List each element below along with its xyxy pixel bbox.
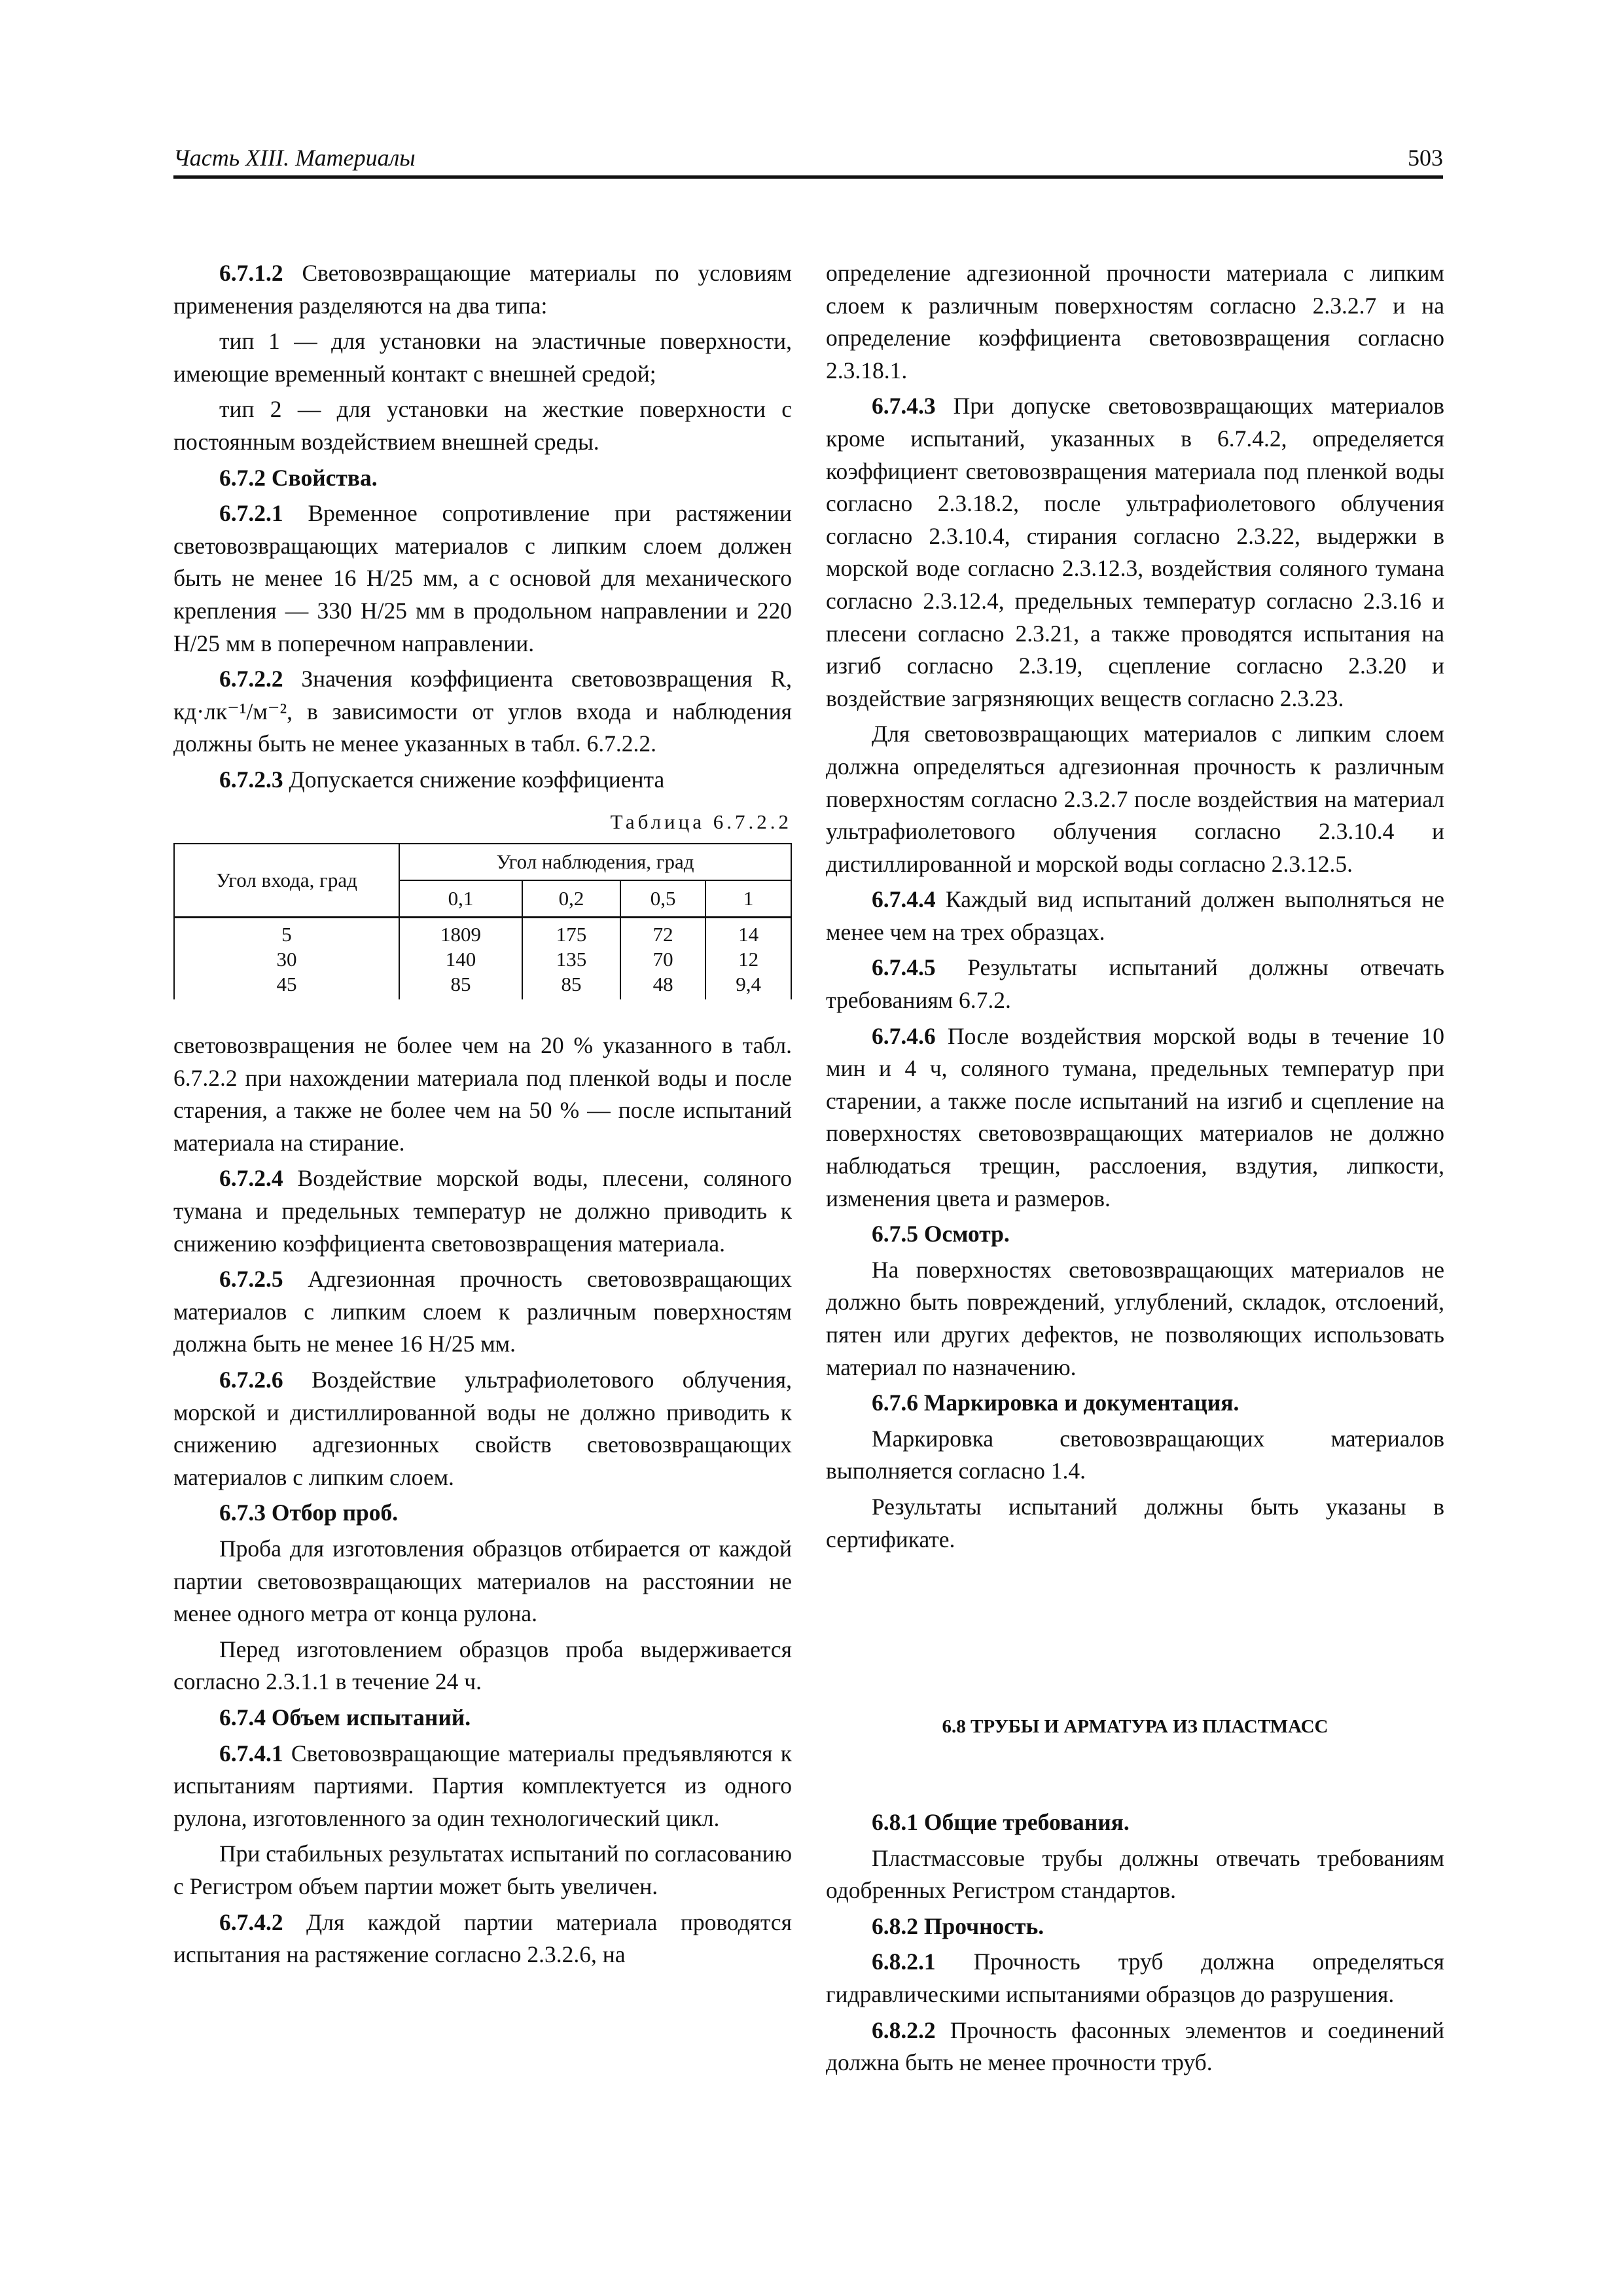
paragraph-text: Световозвращающие материалы предъявляются к испытаниям партиями. Партия комплектуется из одного рулона, изготовленного за один технологический цикл. xyxy=(173,1740,792,1831)
paragraph xyxy=(826,390,1444,715)
subsection-heading: 6.8.2 Прочность. xyxy=(872,1912,1044,1939)
paragraph: Для световозвращающих материалов с липким слоем должна определяться адгезионная прочность к различным поверхностям согласно 2.3.2.7 после воздействия на материал ультрафиолетового облучения согласно 2.3.10.4 и дистиллированной и морской воды согласно 2.3.12.5. xyxy=(826,721,1444,877)
paragraph: Пластмассовые трубы должны отвечать требованиям одобренных Регистром стандартов. xyxy=(826,1844,1444,1904)
clause-number: 6.7.4.3 xyxy=(872,393,936,420)
value: 48 xyxy=(652,973,673,996)
paragraph xyxy=(826,884,1444,948)
paragraph-text: Воздействие морской воды, плесени, соляного тумана и предельных температур не должно приводить к снижению коэффициента световозвращения материала. xyxy=(173,1165,792,1257)
page-number: 503 xyxy=(1408,145,1443,171)
value-cell xyxy=(399,918,522,1000)
paragraph xyxy=(173,764,792,797)
table-caption: Таблица 6.7.2.2 xyxy=(610,810,792,833)
value: 9,4 xyxy=(736,973,762,996)
value: 70 xyxy=(652,948,673,971)
paragraph xyxy=(826,952,1444,1016)
clause-number: 6.7.2.6 xyxy=(219,1367,283,1393)
entry-angle-value: 5 xyxy=(281,923,292,946)
paragraph: световозвращения не более чем на 20 % указанного в табл. 6.7.2.2 при нахождении материала под пленкой воды и после старения, а также не более чем на 50 % — после испытаний материала на стирание. xyxy=(173,1032,792,1156)
clause-number: 6.7.4.5 xyxy=(872,954,936,981)
obs-angle-cell: 0,5 xyxy=(620,880,706,918)
value: 12 xyxy=(738,948,759,971)
table-row xyxy=(174,918,791,1000)
paragraph xyxy=(173,257,792,322)
value: 140 xyxy=(445,948,476,971)
value: 85 xyxy=(450,973,471,996)
clause-number: 6.7.1.2 xyxy=(219,260,283,286)
paragraph-text: Прочность фасонных элементов и соединений должна быть не менее прочности труб. xyxy=(826,2017,1444,2076)
section-title: 6.8 ТРУБЫ И АРМАТУРА ИЗ ПЛАСТМАСС xyxy=(942,1716,1329,1737)
entry-angle-header: Угол входа, град xyxy=(174,844,399,918)
paragraph: тип 1 — для установки на эластичные поверхности, имеющие временный контакт с внешней средой; xyxy=(173,328,792,387)
paragraph: тип 2 — для установки на жесткие поверхности с постоянным воздействием внешней среды. xyxy=(173,396,792,455)
paragraph xyxy=(173,1738,792,1835)
value: 175 xyxy=(556,923,587,946)
subsection-heading: 6.7.2 Свойства. xyxy=(219,464,378,491)
paragraph-text: Каждый вид испытаний должен выполняться не менее чем на трех образцах. xyxy=(826,886,1444,945)
clause-number: 6.7.4.6 xyxy=(872,1022,936,1049)
paragraph xyxy=(173,1907,792,1971)
value: 14 xyxy=(738,923,759,946)
obs-angle-cell: 0,1 xyxy=(399,880,522,918)
clause-number: 6.7.4.4 xyxy=(872,886,936,913)
paragraph: Маркировка световозвращающих материалов выполняется согласно 1.4. xyxy=(826,1425,1444,1484)
left-column xyxy=(173,257,792,1971)
value: 1809 xyxy=(440,923,482,946)
value-cell xyxy=(705,918,791,1000)
clause-number: 6.7.4.2 xyxy=(219,1909,283,1935)
subsection-heading: 6.7.6 Маркировка и документация. xyxy=(872,1390,1240,1416)
paragraph xyxy=(173,1263,792,1361)
subsection-heading: 6.8.1 Общие требования. xyxy=(872,1809,1130,1835)
entry-angle-value: 30 xyxy=(276,948,297,971)
value-cell xyxy=(522,918,620,1000)
entry-angle-cell xyxy=(174,918,399,1000)
header-title: Часть XIII. Материалы xyxy=(173,145,416,171)
clause-number: 6.7.2.1 xyxy=(219,500,283,527)
value-cell xyxy=(620,918,706,1000)
paragraph: На поверхностях световозвращающих материалов не должно быть повреждений, углублений, складок, отслоений, пятен или других дефектов, не позволяющих использовать материал по назначению. xyxy=(826,1256,1444,1380)
paragraph-text: Для каждой партии материала проводятся испытания на растяжение согласно 2.3.2.6, на xyxy=(173,1909,792,1968)
clause-number: 6.7.2.2 xyxy=(219,666,283,692)
paragraph-text: Результаты испытаний должны отвечать требованиям 6.7.2. xyxy=(826,954,1444,1014)
value: 72 xyxy=(652,923,673,946)
retroreflection-table xyxy=(173,843,792,999)
clause-number: 6.8.2.2 xyxy=(872,2017,936,2043)
clause-number: 6.7.2.3 xyxy=(219,766,283,793)
paragraph: Проба для изготовления образцов отбирается от каждой партии световозвращающих материалов на расстоянии не менее одного метра от конца рулона. xyxy=(173,1535,792,1627)
paragraph xyxy=(173,663,792,761)
paragraph xyxy=(173,1162,792,1260)
clause-number: 6.7.2.4 xyxy=(219,1165,283,1192)
value: 85 xyxy=(561,973,582,996)
paragraph: Результаты испытаний должны быть указаны в сертификате. xyxy=(826,1493,1444,1552)
paragraph xyxy=(173,1364,792,1494)
observation-angle-header: Угол наблюдения, град xyxy=(399,844,791,880)
paragraph-text: Значения коэффициента световозвращения R, кд·лк⁻¹/м⁻², в зависимости от углов входа и наблюдения должны быть не менее указанных в табл. 6.7.2.2. xyxy=(173,666,792,757)
clause-number: 6.7.2.5 xyxy=(219,1266,283,1293)
paragraph: При стабильных результатах испытаний по согласованию с Регистром объем партии может быть увеличен. xyxy=(173,1840,792,1899)
paragraph: определение адгезионной прочности материала с липким слоем к различным поверхностям согласно 2.3.2.7 и на определение коэффициента световозвращения согласно 2.3.18.1. xyxy=(826,260,1444,384)
paragraph-text: Адгезионная прочность световозвращающих материалов с липким слоем к различным поверхностям должна быть не менее 16 Н/25 мм. xyxy=(173,1266,792,1357)
subsection-heading: 6.7.5 Осмотр. xyxy=(872,1221,1010,1247)
paragraph-text: Допускается снижение коэффициента xyxy=(283,766,665,793)
paragraph-text: Временное сопротивление при растяжении световозвращающих материалов с липким слоем должен быть не менее 16 Н/25 мм, а с основой для механического крепления — 330 Н/25 мм в продольном направлении и 220 Н/25 мм в поперечном направлении. xyxy=(173,500,792,656)
paragraph-text: Воздействие ультрафиолетового облучения, морской и дистиллированной воды не должно приводить к снижению адгезионных свойств световозвращающих материалов с липким слоем. xyxy=(173,1367,792,1490)
paragraph-text: Световозвращающие материалы по условиям применения разделяются на два типа: xyxy=(173,260,792,319)
obs-angle-cell: 1 xyxy=(705,880,791,918)
value: 135 xyxy=(556,948,587,971)
paragraph-text: Прочность труб должна определяться гидравлическими испытаниями образцов до разрушения. xyxy=(826,1948,1444,2007)
clause-number: 6.8.2.1 xyxy=(872,1948,936,1975)
subsection-heading: 6.7.3 Отбор проб. xyxy=(219,1499,399,1526)
right-column xyxy=(826,257,1444,1556)
paragraph xyxy=(826,1020,1444,1215)
paragraph xyxy=(173,497,792,660)
paragraph xyxy=(826,1946,1444,2011)
right-column-lower xyxy=(826,1806,1444,2079)
entry-angle-value: 45 xyxy=(276,973,297,996)
paragraph xyxy=(826,2015,1444,2079)
clause-number: 6.7.4.1 xyxy=(219,1740,283,1767)
running-header xyxy=(173,143,1443,179)
obs-angle-cell: 0,2 xyxy=(522,880,620,918)
paragraph-text: При допуске световозвращающих материалов кроме испытаний, указанных в 6.7.4.2, определяется коэффициент световозвращения материала под пленкой воды согласно 2.3.18.2, после ультрафиолетового облучения согласно 2.3.10.4, стирания согласно 2.3.22, выдержки в морской воде согласно 2.3.12.3, воздействия соляного тумана согласно 2.3.12.4, предельных температур согласно 2.3.16 и плесени согласно 2.3.21, а также проводятся испытания на изгиб согласно 2.3.19, сцепление согласно 2.3.20 и воздействие загрязняющих веществ согласно 2.3.23. xyxy=(826,393,1444,711)
paragraph-text: После воздействия морской воды в течение 10 мин и 4 ч, соляного тумана, предельных температур при старении, а также после испытаний на изгиб и сцепление на поверхностях световозвращающих материалов не должно наблюдаться трещин, расслоения, вздутия, липкости, изменения цвета и размеров. xyxy=(826,1022,1444,1211)
paragraph: Перед изготовлением образцов проба выдерживается согласно 2.3.1.1 в течение 24 ч. xyxy=(173,1636,792,1695)
subsection-heading: 6.7.4 Объем испытаний. xyxy=(219,1704,471,1731)
